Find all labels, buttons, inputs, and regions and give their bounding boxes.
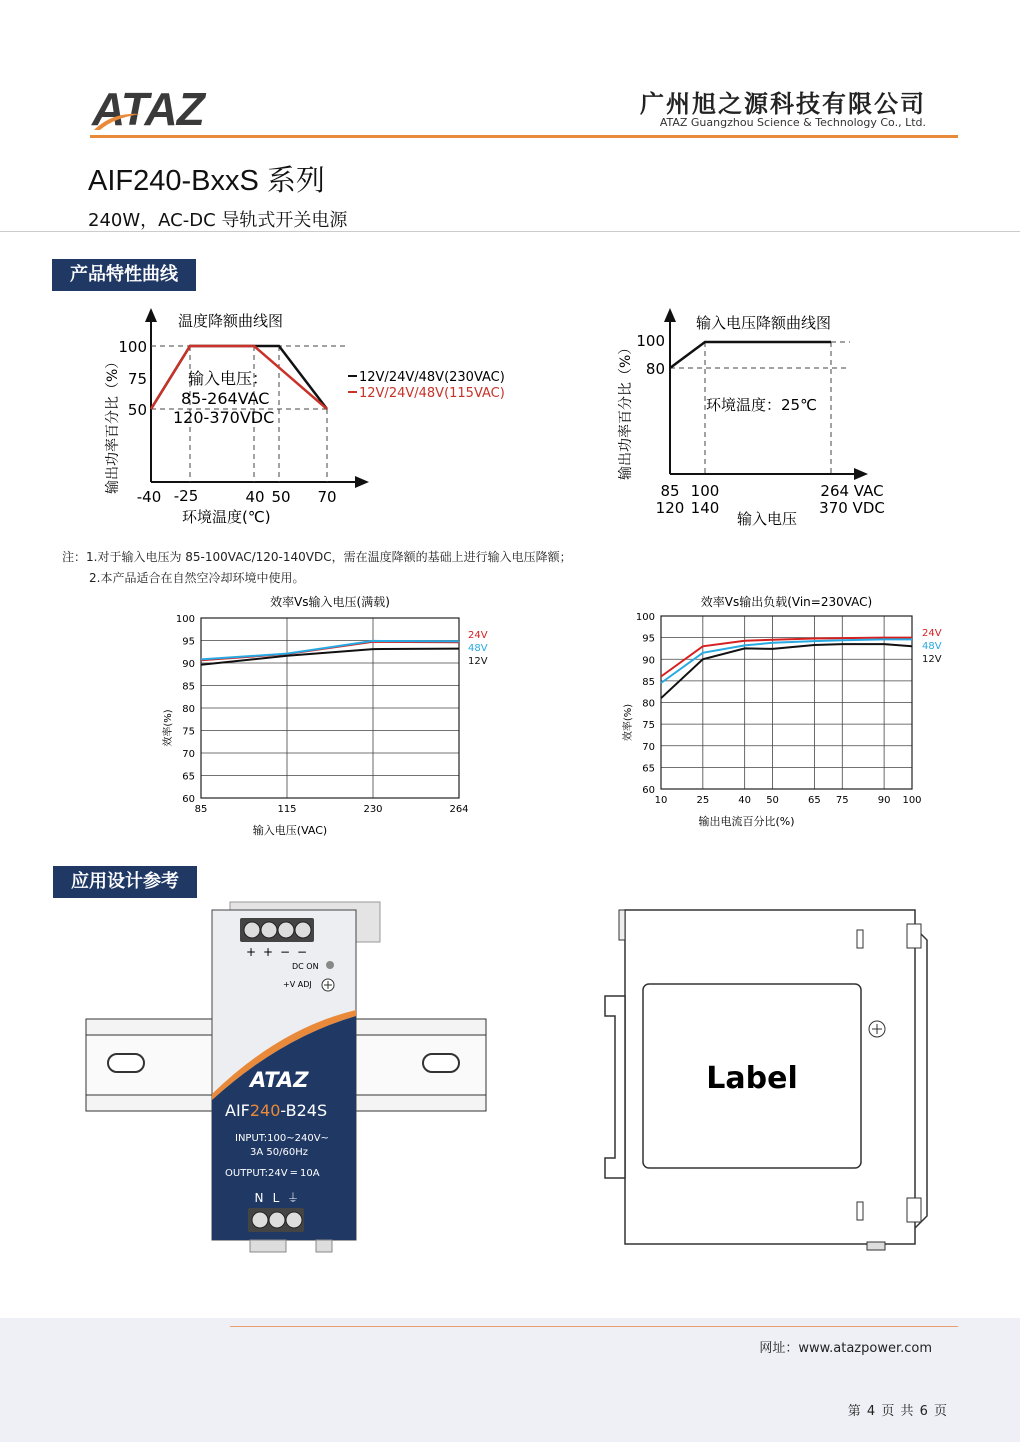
voltage-derating-title: 输入电压降额曲线图 bbox=[696, 314, 832, 332]
y-tick-label: 60 bbox=[642, 785, 655, 796]
x-tick-label: 115 bbox=[277, 804, 297, 815]
chart-title: 效率Vs输入电压(满载) bbox=[270, 595, 390, 609]
din-clip-side bbox=[605, 996, 625, 1178]
y-tick-label: 65 bbox=[642, 763, 655, 775]
x-tick-ac: 85 bbox=[660, 482, 680, 500]
temp-derating-xlabel: 环境温度(℃) bbox=[182, 508, 271, 526]
y-tick-label: 80 bbox=[645, 360, 665, 378]
legend-48V: 48V bbox=[468, 643, 488, 654]
series-subtitle: 240W，AC-DC 导轨式开关电源 bbox=[88, 210, 348, 231]
series-line-48V bbox=[201, 641, 459, 660]
x-tick-label: 25 bbox=[696, 795, 710, 806]
bottom-terminal-block bbox=[248, 1208, 304, 1232]
x-tick-label: 75 bbox=[835, 795, 849, 806]
device-front-view bbox=[80, 898, 500, 1268]
y-tick-label: 100 bbox=[175, 614, 195, 625]
terminal-label-l: L bbox=[272, 1191, 280, 1205]
x-tick-dc: 140 bbox=[690, 499, 720, 517]
input-voltage-ac: 85-264VAC bbox=[181, 389, 270, 408]
y-axis bbox=[664, 308, 676, 474]
x-tick-label: 50 bbox=[766, 795, 779, 806]
y-tick-label: 70 bbox=[642, 741, 655, 753]
terminal-label: − bbox=[296, 945, 308, 959]
y-tick-label: 95 bbox=[182, 636, 195, 648]
series-line-48V bbox=[661, 639, 912, 683]
x-tick-ac: 264 VAC bbox=[820, 482, 884, 500]
y-axis bbox=[145, 308, 157, 482]
device-model: AIF240-B24S bbox=[225, 1101, 328, 1120]
device-side-view bbox=[595, 898, 940, 1268]
page-number: 第 4 页 共 6 页 bbox=[847, 1404, 948, 1419]
legend-12V: 12V bbox=[468, 656, 488, 667]
section-heading-design: 应用设计参考 bbox=[53, 866, 197, 898]
y-tick-label: 65 bbox=[182, 771, 195, 783]
dc-on-label: DC ON bbox=[292, 962, 319, 971]
y-tick-label: 85 bbox=[642, 676, 655, 688]
input-voltage-dc: 120-370VDC bbox=[173, 408, 275, 427]
voltage-derating-curve bbox=[670, 342, 831, 368]
legend-24V: 24V bbox=[922, 628, 942, 639]
y-tick-label: 100 bbox=[636, 332, 665, 350]
terminal-label: + bbox=[262, 945, 274, 959]
x-tick-label: 230 bbox=[363, 804, 383, 815]
x-tick-label: 100 bbox=[902, 795, 922, 806]
y-tick-label: 50 bbox=[127, 401, 147, 419]
temp-derating-title: 温度降额曲线图 bbox=[178, 312, 284, 330]
device-output-rating: OUTPUT:24V ═ 10A bbox=[225, 1168, 320, 1179]
ground-symbol: ⏚ bbox=[286, 1191, 300, 1205]
temp-derating-ylabel: 输出功率百分比（%） bbox=[105, 354, 121, 494]
dc-on-led bbox=[326, 961, 334, 969]
legend-24V: 24V bbox=[468, 630, 488, 641]
company-name-cn: 广州旭之源科技有限公司 bbox=[640, 90, 926, 118]
y-axis-label: 效率(%) bbox=[623, 703, 634, 742]
x-tick-label: -25 bbox=[173, 487, 199, 505]
label-text: Label bbox=[706, 1061, 798, 1096]
x-tick-label: 10 bbox=[654, 795, 668, 806]
x-axis-label: 输入电压(VAC) bbox=[252, 824, 328, 837]
note-line-1: 注：1.对于输入电压为 85-100VAC/120-140VDC，需在温度降额的基础上进行输入电压降额； bbox=[62, 550, 572, 564]
y-tick-label: 90 bbox=[642, 655, 655, 667]
device-input-rating: INPUT:100~240V~ bbox=[235, 1133, 329, 1144]
x-tick-label: 90 bbox=[877, 795, 891, 806]
x-tick-label: 70 bbox=[317, 488, 337, 506]
ataz-logo: ATAZ bbox=[92, 83, 204, 135]
x-axis-label: 输出电流百分比(%) bbox=[698, 815, 795, 828]
y-tick-label: 75 bbox=[642, 720, 655, 732]
section-heading-curves: 产品特性曲线 bbox=[52, 259, 196, 291]
y-tick-label: 90 bbox=[182, 659, 195, 670]
x-tick-label: 65 bbox=[808, 795, 821, 806]
voltage-derating-xlabel: 输入电压 bbox=[737, 510, 798, 528]
voltage-derating-chart bbox=[610, 302, 900, 532]
x-tick-label: 40 bbox=[738, 795, 752, 806]
y-tick-label: 100 bbox=[635, 612, 655, 623]
device-logo: ATAZ bbox=[250, 1068, 309, 1092]
voltage-derating-ylabel: 输出功率百分比（%） bbox=[618, 340, 634, 480]
y-tick-label: 95 bbox=[642, 633, 655, 645]
ambient-note: 环境温度：25℃ bbox=[706, 396, 817, 414]
series-title: AIF240-BxxS 系列 bbox=[88, 165, 325, 197]
legend-115vac: 12V/24V/48V(115VAC) bbox=[359, 386, 505, 401]
header-divider bbox=[90, 135, 958, 138]
top-terminal-block bbox=[240, 918, 314, 942]
input-voltage-label: 输入电压： bbox=[188, 369, 269, 388]
x-tick-label: 50 bbox=[271, 488, 291, 506]
legend-12V: 12V bbox=[922, 654, 942, 665]
x-tick-label: 40 bbox=[245, 488, 265, 506]
x-tick-dc: 120 bbox=[655, 499, 685, 517]
legend-48V: 48V bbox=[922, 641, 942, 652]
x-tick-label: 264 bbox=[449, 804, 469, 815]
y-tick-label: 75 bbox=[127, 370, 147, 388]
y-tick-label: 80 bbox=[642, 698, 655, 710]
series-line-12V bbox=[661, 644, 912, 698]
chart-title: 效率Vs输出负载(Vin=230VAC) bbox=[700, 595, 873, 609]
efficiency-vs-input-chart bbox=[150, 590, 520, 845]
x-tick-ac: 100 bbox=[690, 482, 720, 500]
device-input-rating-2: 3A 50/60Hz bbox=[250, 1147, 308, 1158]
logo-swoosh bbox=[92, 110, 142, 132]
x-axis bbox=[670, 468, 868, 480]
legend-230vac: 12V/24V/48V(230VAC) bbox=[359, 370, 505, 385]
y-tick-label: 100 bbox=[118, 338, 147, 356]
y-tick-label: 70 bbox=[182, 749, 195, 760]
x-tick-dc: 370 VDC bbox=[819, 499, 885, 517]
efficiency-vs-load-chart bbox=[605, 590, 985, 845]
terminal-label: + bbox=[245, 945, 257, 959]
terminal-label-n: N bbox=[254, 1191, 264, 1205]
terminal-label: − bbox=[279, 945, 291, 959]
title-divider bbox=[0, 231, 1020, 232]
temp-derating-chart bbox=[95, 302, 535, 532]
y-tick-label: 60 bbox=[182, 794, 195, 805]
din-clip bbox=[250, 1240, 286, 1252]
footer-divider bbox=[230, 1326, 958, 1327]
website-link[interactable]: 网址：www.atazpower.com bbox=[759, 1341, 932, 1356]
adj-label: +V ADJ bbox=[283, 980, 312, 989]
y-tick-label: 80 bbox=[182, 704, 195, 715]
y-axis-label: 效率(%) bbox=[163, 709, 174, 747]
x-tick-label: -40 bbox=[136, 488, 162, 506]
note-line-2: 2.本产品适合在自然空冷却环境中使用。 bbox=[89, 571, 305, 585]
x-tick-label: 85 bbox=[194, 804, 208, 815]
y-tick-label: 85 bbox=[182, 681, 195, 693]
y-tick-label: 75 bbox=[182, 726, 195, 738]
company-name-en: ATAZ Guangzhou Science & Technology Co., Ltd. bbox=[659, 116, 926, 129]
